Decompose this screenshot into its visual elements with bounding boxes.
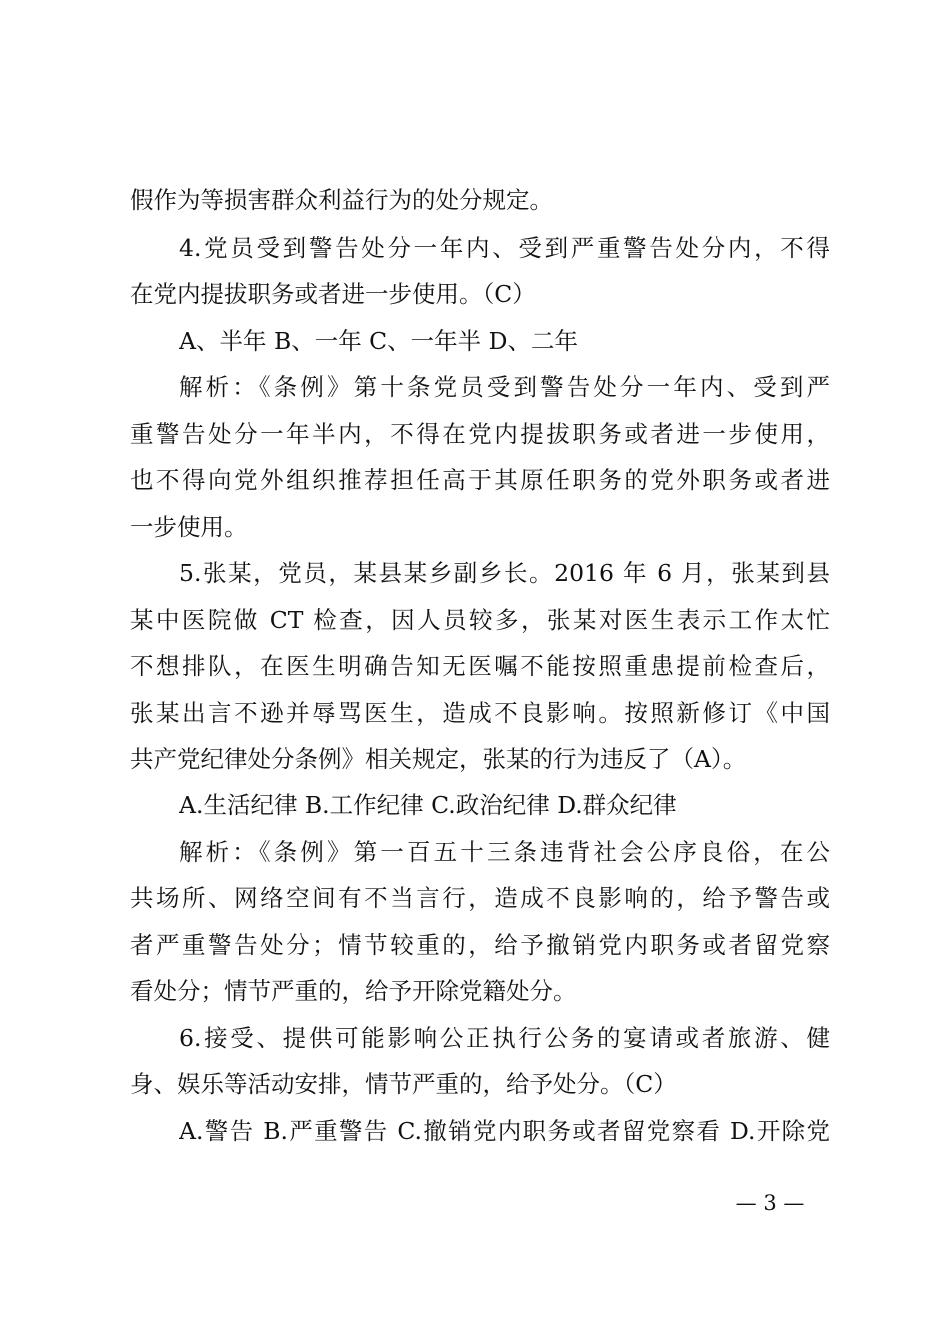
text-line: 某中医院做 CT 检查，因人员较多，张某对医生表示工作太忙 — [130, 606, 830, 634]
text-line: 5.张某，党员，某县某乡副乡长。2016 年 6 月，张某到县 — [179, 559, 830, 587]
text-line: 者严重警告处分；情节较重的，给予撤销党内职务或者留党察 — [130, 931, 830, 959]
text-line: 不想排队，在医生明确告知无医嘱不能按照重患提前检查后， — [130, 652, 830, 680]
text-line: 假作为等损害群众利益行为的处分规定。 — [130, 186, 553, 214]
text-line: 6.接受、提供可能影响公正执行公务的宴请或者旅游、健 — [179, 1024, 830, 1052]
text-line: 4.党员受到警告处分一年内、受到严重警告处分内，不得 — [179, 234, 830, 262]
text-line: A.警告 B.严重警告 C.撤销党内职务或者留党察看 D.开除党 — [179, 1117, 830, 1145]
text-line: 在党内提拔职务或者进一步使用。（C） — [130, 280, 536, 308]
text-line: 解析：《条例》第一百五十三条违背社会公序良俗，在公 — [179, 838, 830, 866]
text-line: A、半年 B、一年 C、一年半 D、二年 — [179, 327, 578, 355]
text-line: A.生活纪律 B.工作纪律 C.政治纪律 D.群众纪律 — [179, 791, 677, 819]
text-line: 张某出言不逊并辱骂医生，造成不良影响。按照新修订《中国 — [130, 699, 830, 727]
text-line: 看处分；情节严重的，给予开除党籍处分。 — [130, 977, 577, 1005]
text-line: 共场所、网络空间有不当言行，造成不良影响的，给予警告或 — [130, 884, 830, 912]
text-line: 解析：《条例》第十条党员受到警告处分一年内、受到严 — [179, 373, 830, 401]
page-number: — 3 — — [735, 1191, 805, 1215]
text-line: 身、娱乐等活动安排，情节严重的，给予处分。（C） — [130, 1070, 677, 1098]
text-line: 一步使用。 — [130, 513, 248, 541]
text-line: 重警告处分一年半内，不得在党内提拔职务或者进一步使用， — [130, 420, 830, 448]
text-line: 也不得向党外组织推荐担任高于其原任职务的党外职务或者进 — [130, 466, 830, 494]
text-line: 共产党纪律处分条例》相关规定，张某的行为违反了（A）。 — [130, 745, 747, 773]
